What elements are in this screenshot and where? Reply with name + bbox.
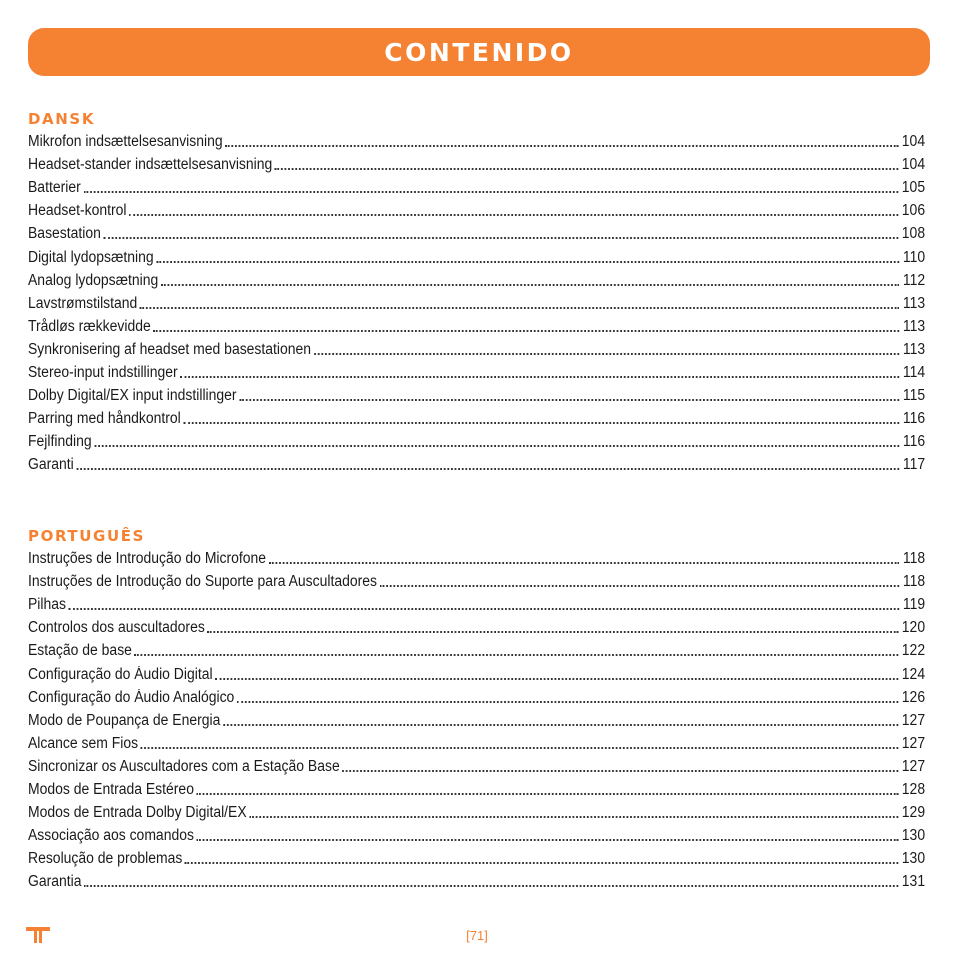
dot-leader [161,283,899,286]
toc-entry-title: Garanti [28,456,74,474]
toc-entry-page: 122 [901,642,926,660]
toc-entry-title: Modos de Entrada Dolby Digital/EX [28,804,247,822]
toc-entry[interactable] [28,614,925,637]
toc-entry-title: Dolby Digital/EX input indstillinger [28,387,237,405]
dot-leader [94,444,899,447]
toc-entry-page: 127 [901,757,926,775]
toc-entry-title: Digital lydopsætning [28,248,154,266]
toc-entry-title: Headset-kontrol [28,202,127,220]
toc-entry[interactable] [28,290,925,313]
toc-entry[interactable] [28,591,925,614]
toc-entry-page: 117 [902,456,926,474]
toc-entry[interactable] [28,684,925,707]
toc-entry[interactable] [28,707,925,730]
toc-entry-page: 113 [902,340,926,358]
toc-entry[interactable] [28,451,925,474]
toc-entry-page: 118 [902,573,926,591]
toc-entry[interactable] [28,799,925,822]
toc-entry[interactable] [28,382,925,405]
toc-entry-title: Parring med håndkontrol [28,410,181,428]
dot-leader [69,607,900,610]
toc-entry-page: 106 [901,202,926,220]
dot-leader [208,630,899,633]
toc-entry-title: Sincronizar os Auscultadores com a Estação Base [28,757,340,775]
toc-entry-title: Batterier [28,179,81,197]
dot-leader [104,236,899,239]
dot-leader [180,375,899,378]
toc-entry[interactable] [28,730,925,753]
toc-entry-page: 130 [901,850,926,868]
toc-entry-page: 124 [901,665,926,683]
toc-entry-page: 127 [901,711,926,729]
toc-entry-page: 119 [902,596,926,614]
toc-entry[interactable] [28,220,925,243]
toc-entry-title: Instruções de Introdução do Suporte para Auscultadores [28,573,377,591]
toc-entry-title: Configuração do Áudio Analógico [28,688,235,706]
toc-entry[interactable] [28,174,925,197]
dot-leader [342,769,898,772]
dot-leader [380,584,900,587]
dot-leader [197,838,899,841]
toc-entry-title: Modos de Entrada Estéreo [28,781,194,799]
toc-entry-page: 112 [902,271,926,289]
dot-leader [225,144,898,147]
toc-entry-title: Instruções de Introdução do Microfone [28,550,267,568]
dot-leader [135,653,899,656]
toc-entry[interactable] [28,660,925,683]
toc-entry-page: 110 [902,248,926,266]
toc-entry-title: Headset-stander indsættelsesanvisning [28,156,273,174]
toc-entry-page: 131 [901,873,926,891]
dot-leader [197,792,899,795]
toc-entry[interactable] [28,845,925,868]
toc-entry-title: Basestation [28,225,101,243]
dot-leader [269,561,899,564]
dot-leader [156,260,899,263]
dot-leader [183,421,899,424]
toc-entry[interactable] [28,753,925,776]
toc-entry[interactable] [28,545,925,568]
dot-leader [249,815,898,818]
toc-entry-title: Associação aos comandos [28,827,194,845]
title-banner [28,28,930,76]
page-number: [71] [466,928,488,943]
dot-leader [153,329,899,332]
dot-leader [223,723,898,726]
toc-entry-title: Configuração do Áudio Digital [28,665,213,683]
toc-entry[interactable] [28,568,925,591]
toc-entry-title: Modo de Poupança de Energia [28,711,221,729]
toc-list [28,545,926,891]
toc-entry-title: Trådløs rækkevidde [28,317,151,335]
toc-entry-page: 128 [901,781,926,799]
section-portugues [28,527,926,891]
section-dansk [28,110,926,474]
toc-entry[interactable] [28,359,925,382]
toc-entry-title: Estação de base [28,642,132,660]
toc-entry[interactable] [28,267,925,290]
toc-entry-title: Fejlfinding [28,433,92,451]
toc-entry-page: 130 [901,827,926,845]
toc-entry[interactable] [28,197,925,220]
toc-entry-page: 118 [902,550,926,568]
toc-entry[interactable] [28,336,925,359]
toc-entry-page: 116 [902,433,926,451]
toc-entry[interactable] [28,776,925,799]
toc-list [28,128,926,474]
toc-entry-title: Alcance sem Fios [28,734,139,752]
toc-entry-page: 113 [902,294,926,312]
toc-entry[interactable] [28,868,925,891]
toc-entry-page: 114 [902,364,926,382]
toc-entry-page: 104 [901,133,926,151]
toc-entry[interactable] [28,243,925,266]
toc-entry-title: Stereo-input indstillinger [28,364,178,382]
dot-leader [140,306,899,309]
toc-entry-page: 105 [901,179,926,197]
toc-entry[interactable] [28,128,925,151]
dot-leader [141,746,898,749]
dot-leader [129,213,898,216]
dot-leader [76,467,899,470]
dot-leader [237,700,898,703]
toc-entry-page: 108 [901,225,926,243]
toc-entry[interactable] [28,822,925,845]
toc-entry-title: Pilhas [28,596,66,614]
page-title: CONTENIDO [384,37,574,67]
dot-leader [84,884,898,887]
dot-leader [215,677,898,680]
toc-entry-page: 116 [902,410,926,428]
toc-entry[interactable] [28,313,925,336]
dot-leader [314,352,899,355]
toc-entry-page: 129 [901,804,926,822]
toc-entry-page: 115 [902,387,926,405]
section-heading: PORTUGUÊS [28,527,145,545]
toc-entry-page: 127 [901,734,926,752]
toc-entry[interactable] [28,637,925,660]
toc-entry-page: 113 [902,317,926,335]
dot-leader [275,167,898,170]
toc-entry[interactable] [28,428,925,451]
toc-entry-title: Synkronisering af headset med basestationen [28,340,312,358]
dot-leader [83,190,898,193]
toc-entry[interactable] [28,151,925,174]
toc-entry-page: 104 [901,156,926,174]
toc-entry-title: Analog lydopsætning [28,271,159,289]
toc-entry-page: 126 [901,688,926,706]
toc-entry-title: Garantia [28,873,82,891]
toc-entry-title: Mikrofon indsættelsesanvisning [28,133,223,151]
toc-entry-title: Lavstrømstilstand [28,294,138,312]
dot-leader [239,398,899,401]
toc-entry-title: Controlos dos auscultadores [28,619,205,637]
toc-entry[interactable] [28,405,925,428]
section-heading: DANSK [28,110,96,128]
toc-entry-title: Resolução de problemas [28,850,183,868]
dot-leader [185,861,898,864]
toc-entry-page: 120 [901,619,926,637]
